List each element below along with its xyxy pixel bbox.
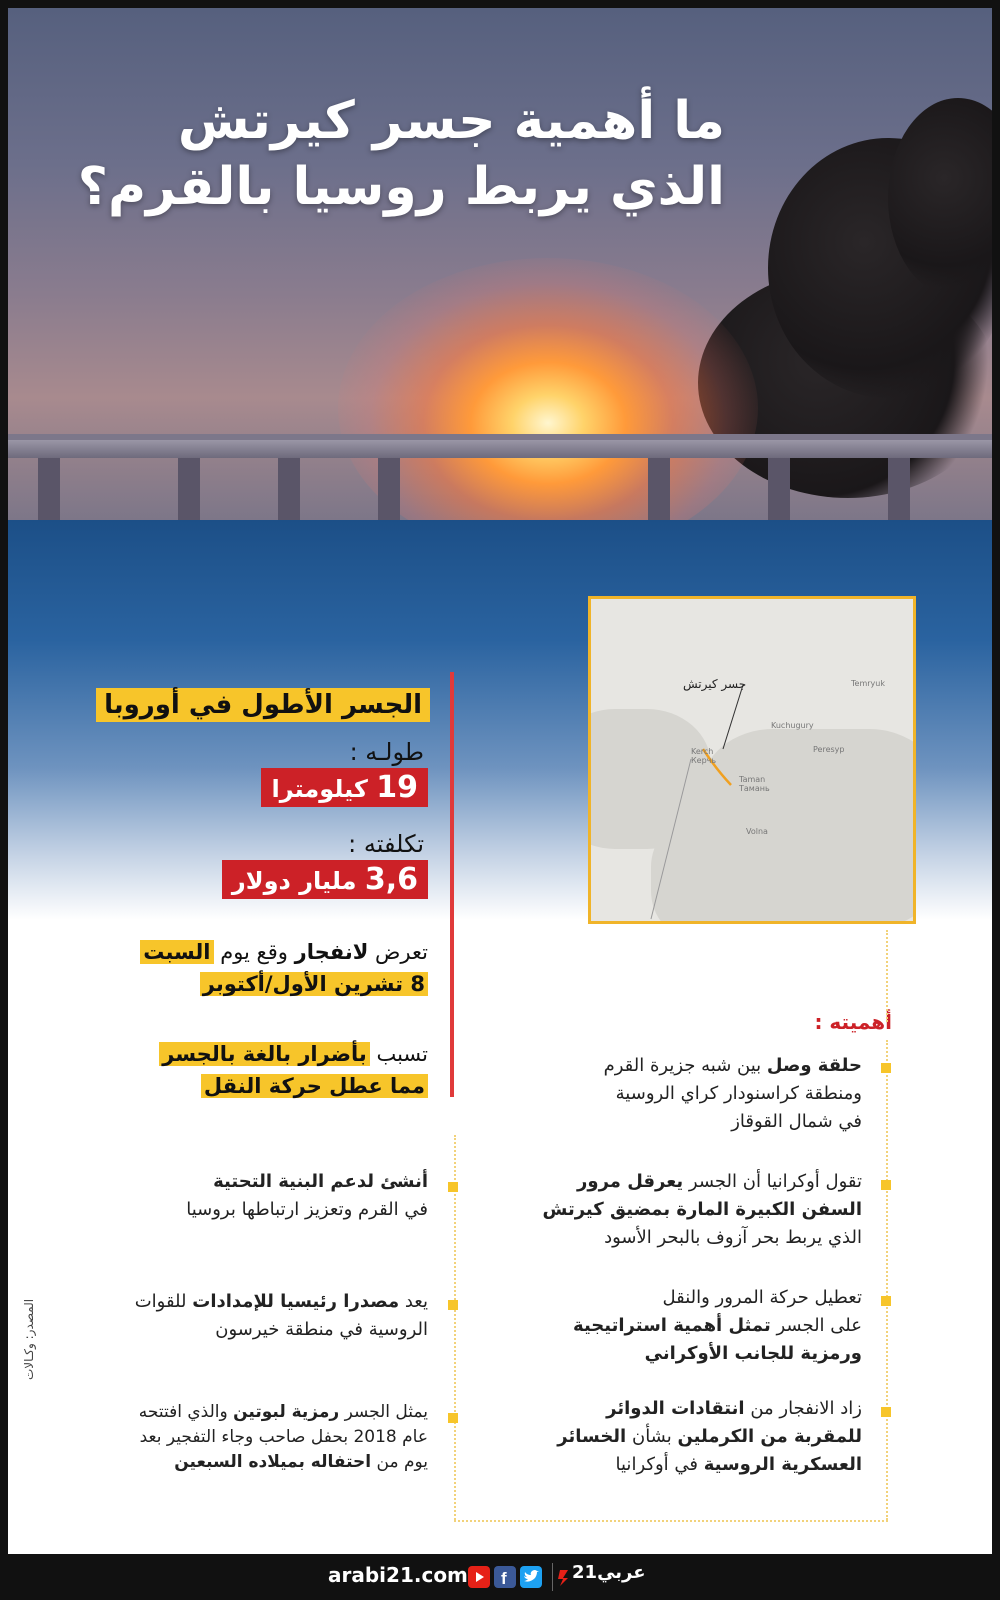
bridge-pillar <box>38 458 60 520</box>
item-5-bold: أنشئ لدعم البنية التحتية <box>213 1171 428 1192</box>
item-1-text-1: بين شبه جزيرة القرم <box>603 1055 762 1076</box>
item-1-bold: حلقة وصل <box>766 1055 862 1076</box>
item-3-bold-3: ورمزية للجانب الأوكراني <box>644 1343 862 1364</box>
hero-photo <box>8 8 992 528</box>
bullet-icon <box>881 1407 891 1417</box>
map-label-kuchugury: Kuchugury <box>771 721 814 730</box>
map-label-kerch-ru: Керчь <box>691 756 717 765</box>
dotted-connector <box>454 1135 456 1520</box>
explosion-info <box>140 936 428 1000</box>
explosion-mid: وقع يوم <box>220 940 288 964</box>
explosion-fire <box>338 258 758 528</box>
page-title <box>78 88 725 220</box>
title-line-1: ما أهمية جسر كيرتش <box>177 91 725 151</box>
length-label: طولـه : <box>349 738 424 766</box>
explosion-date: 8 تشرين الأول/أكتوبر <box>200 972 428 996</box>
bullet-icon <box>881 1180 891 1190</box>
source-credit: المصدر: وكـالات <box>22 1298 36 1380</box>
item-3-bold-2: تمثل أهمية استراتيجية <box>573 1315 771 1336</box>
importance-item-2 <box>543 1168 862 1252</box>
item-2-text-1: تقول أوكرانيا أن الجسر <box>688 1171 862 1192</box>
footer-divider <box>552 1563 553 1591</box>
bridge-pillar <box>768 458 790 520</box>
item-6-text-1b: للقوات <box>134 1291 187 1312</box>
bridge-deck <box>8 440 992 458</box>
item-7-bold-3: احتفاله بميلاده السبعين <box>174 1452 372 1472</box>
item-2-bold-1: يعرقل مرور <box>577 1171 684 1192</box>
bridge-pillar <box>888 458 910 520</box>
longest-bridge-label: الجسر الأطول في أوروبا <box>96 688 430 722</box>
dotted-connector <box>886 930 888 1022</box>
map-label-peresyp: Peresyp <box>813 745 845 754</box>
dotted-connector <box>886 1040 888 1520</box>
frame-left <box>0 0 8 1600</box>
facebook-icon[interactable] <box>494 1566 516 1588</box>
importance-item-5 <box>186 1168 428 1224</box>
accent-line <box>450 672 454 1097</box>
item-1-text-3: في شمال القوقاز <box>731 1111 862 1132</box>
importance-item-1 <box>604 1052 862 1136</box>
cost-value <box>222 860 428 899</box>
cost-label: تكلفته : <box>348 830 424 858</box>
map-label-kerch: Kerch <box>691 747 714 756</box>
item-1-text-2: ومنطقة كراسنودار كراي الروسية <box>615 1083 862 1104</box>
explosion-prefix: تعرض <box>375 940 428 964</box>
item-7-text-3a: يوم من <box>376 1452 428 1472</box>
explosion-day: السبت <box>140 940 213 964</box>
length-unit: كيلومترا <box>271 775 368 803</box>
bridge-pillar <box>178 458 200 520</box>
damage-info <box>159 1038 428 1102</box>
youtube-icon[interactable] <box>468 1566 490 1588</box>
bridge-pillar <box>378 458 400 520</box>
item-3-text-1: تعطيل حركة المرور والنقل <box>662 1287 862 1308</box>
title-line-2: الذي يربط روسيا بالقرم؟ <box>77 157 725 217</box>
cost-unit: مليار دولار <box>231 867 357 895</box>
bullet-icon <box>881 1296 891 1306</box>
bullet-icon <box>448 1300 458 1310</box>
footer-bar <box>0 1554 1000 1600</box>
bullet-icon <box>881 1063 891 1073</box>
length-number: 19 <box>376 770 418 805</box>
svg-text:f: f <box>501 1569 507 1588</box>
item-7-text-1b: والذي افتتحه <box>138 1402 228 1422</box>
item-6-bold-1: مصدرا رئيسيا للإمدادات <box>192 1291 400 1312</box>
item-3-text-2: على الجسر <box>776 1315 862 1336</box>
length-value <box>261 768 428 807</box>
item-6-text-1a: يعد <box>404 1291 428 1312</box>
bridge-pillar <box>648 458 670 520</box>
item-4-bold-3: العسكرية الروسية <box>703 1454 862 1475</box>
item-7-text-2: عام 2018 بحفل صاحب وجاء التفجير بعد <box>139 1427 428 1447</box>
map-label-temryuk: Temryuk <box>851 679 885 688</box>
damage-bold: بأضرار بالغة بالجسر <box>159 1042 370 1066</box>
bullet-icon <box>448 1182 458 1192</box>
explosion-bold: لانفجار <box>294 940 369 964</box>
map-label-taman-ru: Тамань <box>739 784 770 793</box>
item-5-text-2: في القرم وتعزيز ارتباطها بروسيا <box>186 1199 428 1220</box>
item-2-bold-2: السفن الكبيرة المارة بمضيق كيرتش <box>542 1199 862 1220</box>
damage-line-2: مما عطل حركة النقل <box>201 1074 428 1098</box>
cost-number: 3,6 <box>364 862 418 897</box>
item-4-bold-2: للمقربة من الكرملين <box>677 1426 862 1447</box>
item-4-bold-1: انتقادات الدوائر <box>606 1398 745 1419</box>
site-url[interactable]: arabi21.com <box>328 1563 468 1587</box>
item-6-text-2: الروسية في منطقة خيرسون <box>215 1319 428 1340</box>
map-label-volna: Volna <box>746 827 768 836</box>
frame-right <box>992 0 1000 1600</box>
importance-title: أهميته : <box>814 1010 892 1034</box>
importance-item-4 <box>557 1395 862 1479</box>
bullet-icon <box>448 1413 458 1423</box>
damage-prefix: تسبب <box>376 1042 428 1066</box>
importance-item-3 <box>573 1284 862 1368</box>
dotted-connector <box>454 1520 888 1522</box>
twitter-icon[interactable] <box>520 1566 542 1588</box>
brand-name[interactable]: عربي21 <box>572 1562 646 1583</box>
item-2-text-3: الذي يربط بحر آزوف بالبحر الأسود <box>604 1227 862 1248</box>
kerch-map <box>588 596 916 924</box>
item-4-bold-2b: الخسائر <box>557 1426 627 1447</box>
item-7-text-1a: يمثل الجسر <box>344 1402 428 1422</box>
map-bridge-label: جسر كيرتش <box>683 677 747 691</box>
item-7-bold-1: رمزية لبوتين <box>233 1402 340 1422</box>
map-label-taman: Taman <box>739 775 766 784</box>
item-4-text-2: بشأن <box>631 1426 672 1447</box>
frame-top <box>0 0 1000 8</box>
importance-item-6 <box>135 1288 428 1344</box>
item-4-text-1: زاد الانفجار من <box>750 1398 862 1419</box>
bridge-pillar <box>278 458 300 520</box>
brand-logo-icon <box>557 1568 571 1588</box>
map-route <box>591 599 916 924</box>
importance-item-7 <box>139 1400 428 1475</box>
item-4-text-3: في أوكرانيا <box>615 1454 698 1475</box>
